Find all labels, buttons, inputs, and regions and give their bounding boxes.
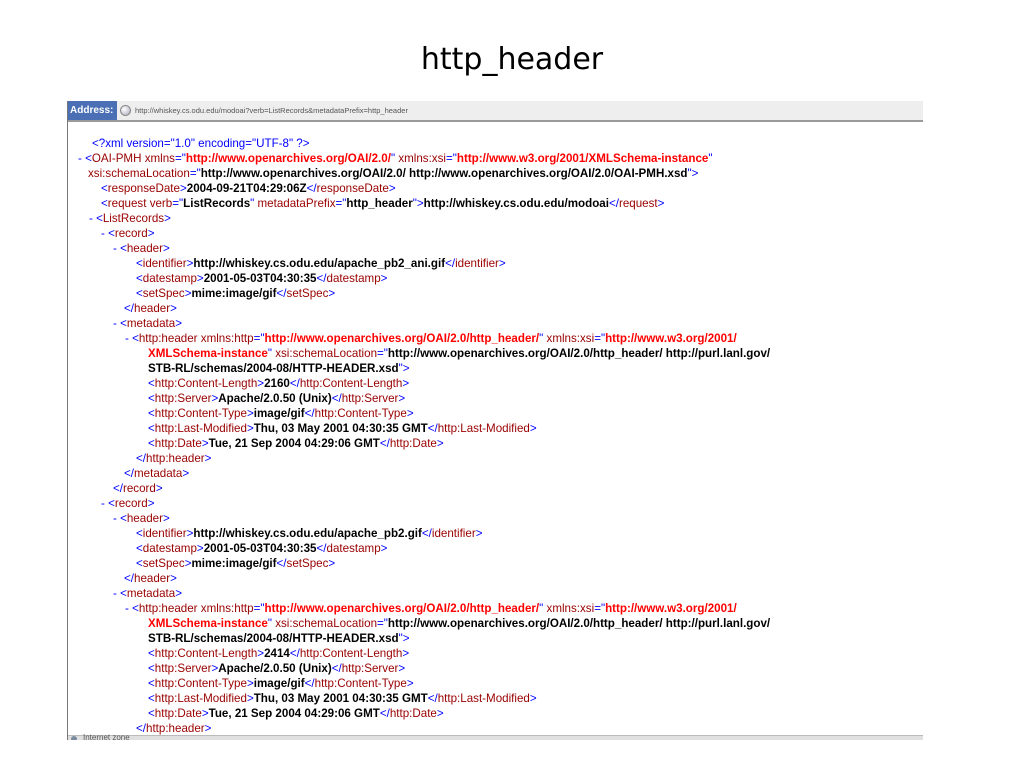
http-header-attrs: XMLSchema-instance" xsi:schemaLocation="http://www.openarchives.org/OAI/2.0/http_header/ http://purl.lanl.gov/ bbox=[148, 617, 771, 630]
address-label: Address: bbox=[68, 101, 117, 120]
http-header-schema: STB-RL/schemas/2004-08/HTTP-HEADER.xsd"> bbox=[148, 362, 410, 375]
http-header-schema: STB-RL/schemas/2004-08/HTTP-HEADER.xsd"> bbox=[148, 632, 410, 645]
identifier: <identifier>http://whiskey.cs.odu.edu/apache_pb2_ani.gif</identifier> bbox=[136, 257, 506, 270]
internet-zone-icon bbox=[71, 736, 77, 740]
xml-declaration: <?xml version="1.0" encoding="UTF-8" ?> bbox=[92, 137, 310, 150]
list-records-open[interactable]: - <ListRecords> bbox=[89, 212, 171, 225]
header-close: </header> bbox=[124, 572, 177, 585]
content-type: <http:Content-Type>image/gif</http:Content-Type> bbox=[148, 677, 414, 690]
header-close: </header> bbox=[124, 302, 177, 315]
slide-title: http_header bbox=[420, 42, 604, 77]
server: <http:Server>Apache/2.0.50 (Unix)</http:Server> bbox=[148, 392, 406, 405]
request-element: <request verb="ListRecords" metadataPrefix="http_header">http://whiskey.cs.odu.edu/modoai</request> bbox=[101, 197, 665, 210]
oai-pmh-open[interactable]: - <OAI-PMH xmlns="http://www.openarchives.org/OAI/2.0/" xmlns:xsi="http://www.w3.org/2001/XMLSchema-instance" bbox=[78, 152, 713, 165]
last-modified: <http:Last-Modified>Thu, 03 May 2001 04:30:35 GMT</http:Last-Modified> bbox=[148, 422, 537, 435]
last-modified: <http:Last-Modified>Thu, 03 May 2001 04:30:35 GMT</http:Last-Modified> bbox=[148, 692, 537, 705]
content-length: <http:Content-Length>2160</http:Content-Length> bbox=[148, 377, 410, 390]
record-close: </record> bbox=[113, 482, 163, 495]
address-bar bbox=[68, 101, 923, 122]
browser-window bbox=[67, 101, 923, 740]
http-header-attrs: XMLSchema-instance" xsi:schemaLocation="http://www.openarchives.org/OAI/2.0/http_header/ http://purl.lanl.gov/ bbox=[148, 347, 771, 360]
address-input[interactable]: http://whiskey.cs.odu.edu/modoai?verb=ListRecords&metadataPrefix=http_header bbox=[135, 106, 408, 115]
server: <http:Server>Apache/2.0.50 (Unix)</http:Server> bbox=[148, 662, 406, 675]
http-header-open[interactable]: - <http:header xmlns:http="http://www.openarchives.org/OAI/2.0/http_header/" xmlns:xsi="http://www.w3.org/2001/ bbox=[125, 602, 737, 615]
record-open[interactable]: - <record> bbox=[101, 227, 155, 240]
metadata-open[interactable]: - <metadata> bbox=[113, 587, 182, 600]
header-open[interactable]: - <header> bbox=[113, 242, 170, 255]
metadata-open[interactable]: - <metadata> bbox=[113, 317, 182, 330]
content-length: <http:Content-Length>2414</http:Content-Length> bbox=[148, 647, 410, 660]
datestamp: <datestamp>2001-05-03T04:30:35</datestamp> bbox=[136, 542, 388, 555]
metadata-close: </metadata> bbox=[124, 467, 190, 480]
setspec: <setSpec>mime:image/gif</setSpec> bbox=[136, 287, 336, 300]
header-open[interactable]: - <header> bbox=[113, 512, 170, 525]
http-header-open[interactable]: - <http:header xmlns:http="http://www.openarchives.org/OAI/2.0/http_header/" xmlns:xsi="http://www.w3.org/2001/ bbox=[125, 332, 737, 345]
globe-icon bbox=[120, 105, 131, 116]
http-header-close: </http:header> bbox=[136, 722, 212, 735]
schema-location: xsi:schemaLocation="http://www.openarchives.org/OAI/2.0/ http://www.openarchives.org/OAI/2.0/OAI-PMH.xsd"> bbox=[88, 167, 699, 180]
response-date: <responseDate>2004-09-21T04:29:06Z</responseDate> bbox=[101, 182, 396, 195]
http-date: <http:Date>Tue, 21 Sep 2004 04:29:06 GMT</http:Date> bbox=[148, 707, 444, 720]
identifier: <identifier>http://whiskey.cs.odu.edu/apache_pb2.gif</identifier> bbox=[136, 527, 483, 540]
status-bar bbox=[68, 735, 923, 740]
datestamp: <datestamp>2001-05-03T04:30:35</datestamp> bbox=[136, 272, 388, 285]
status-text: Internet zone bbox=[83, 733, 130, 740]
http-date: <http:Date>Tue, 21 Sep 2004 04:29:06 GMT</http:Date> bbox=[148, 437, 444, 450]
xml-view bbox=[68, 136, 923, 736]
http-header-close: </http:header> bbox=[136, 452, 212, 465]
content-type: <http:Content-Type>image/gif</http:Content-Type> bbox=[148, 407, 414, 420]
record-open[interactable]: - <record> bbox=[101, 497, 155, 510]
setspec: <setSpec>mime:image/gif</setSpec> bbox=[136, 557, 336, 570]
